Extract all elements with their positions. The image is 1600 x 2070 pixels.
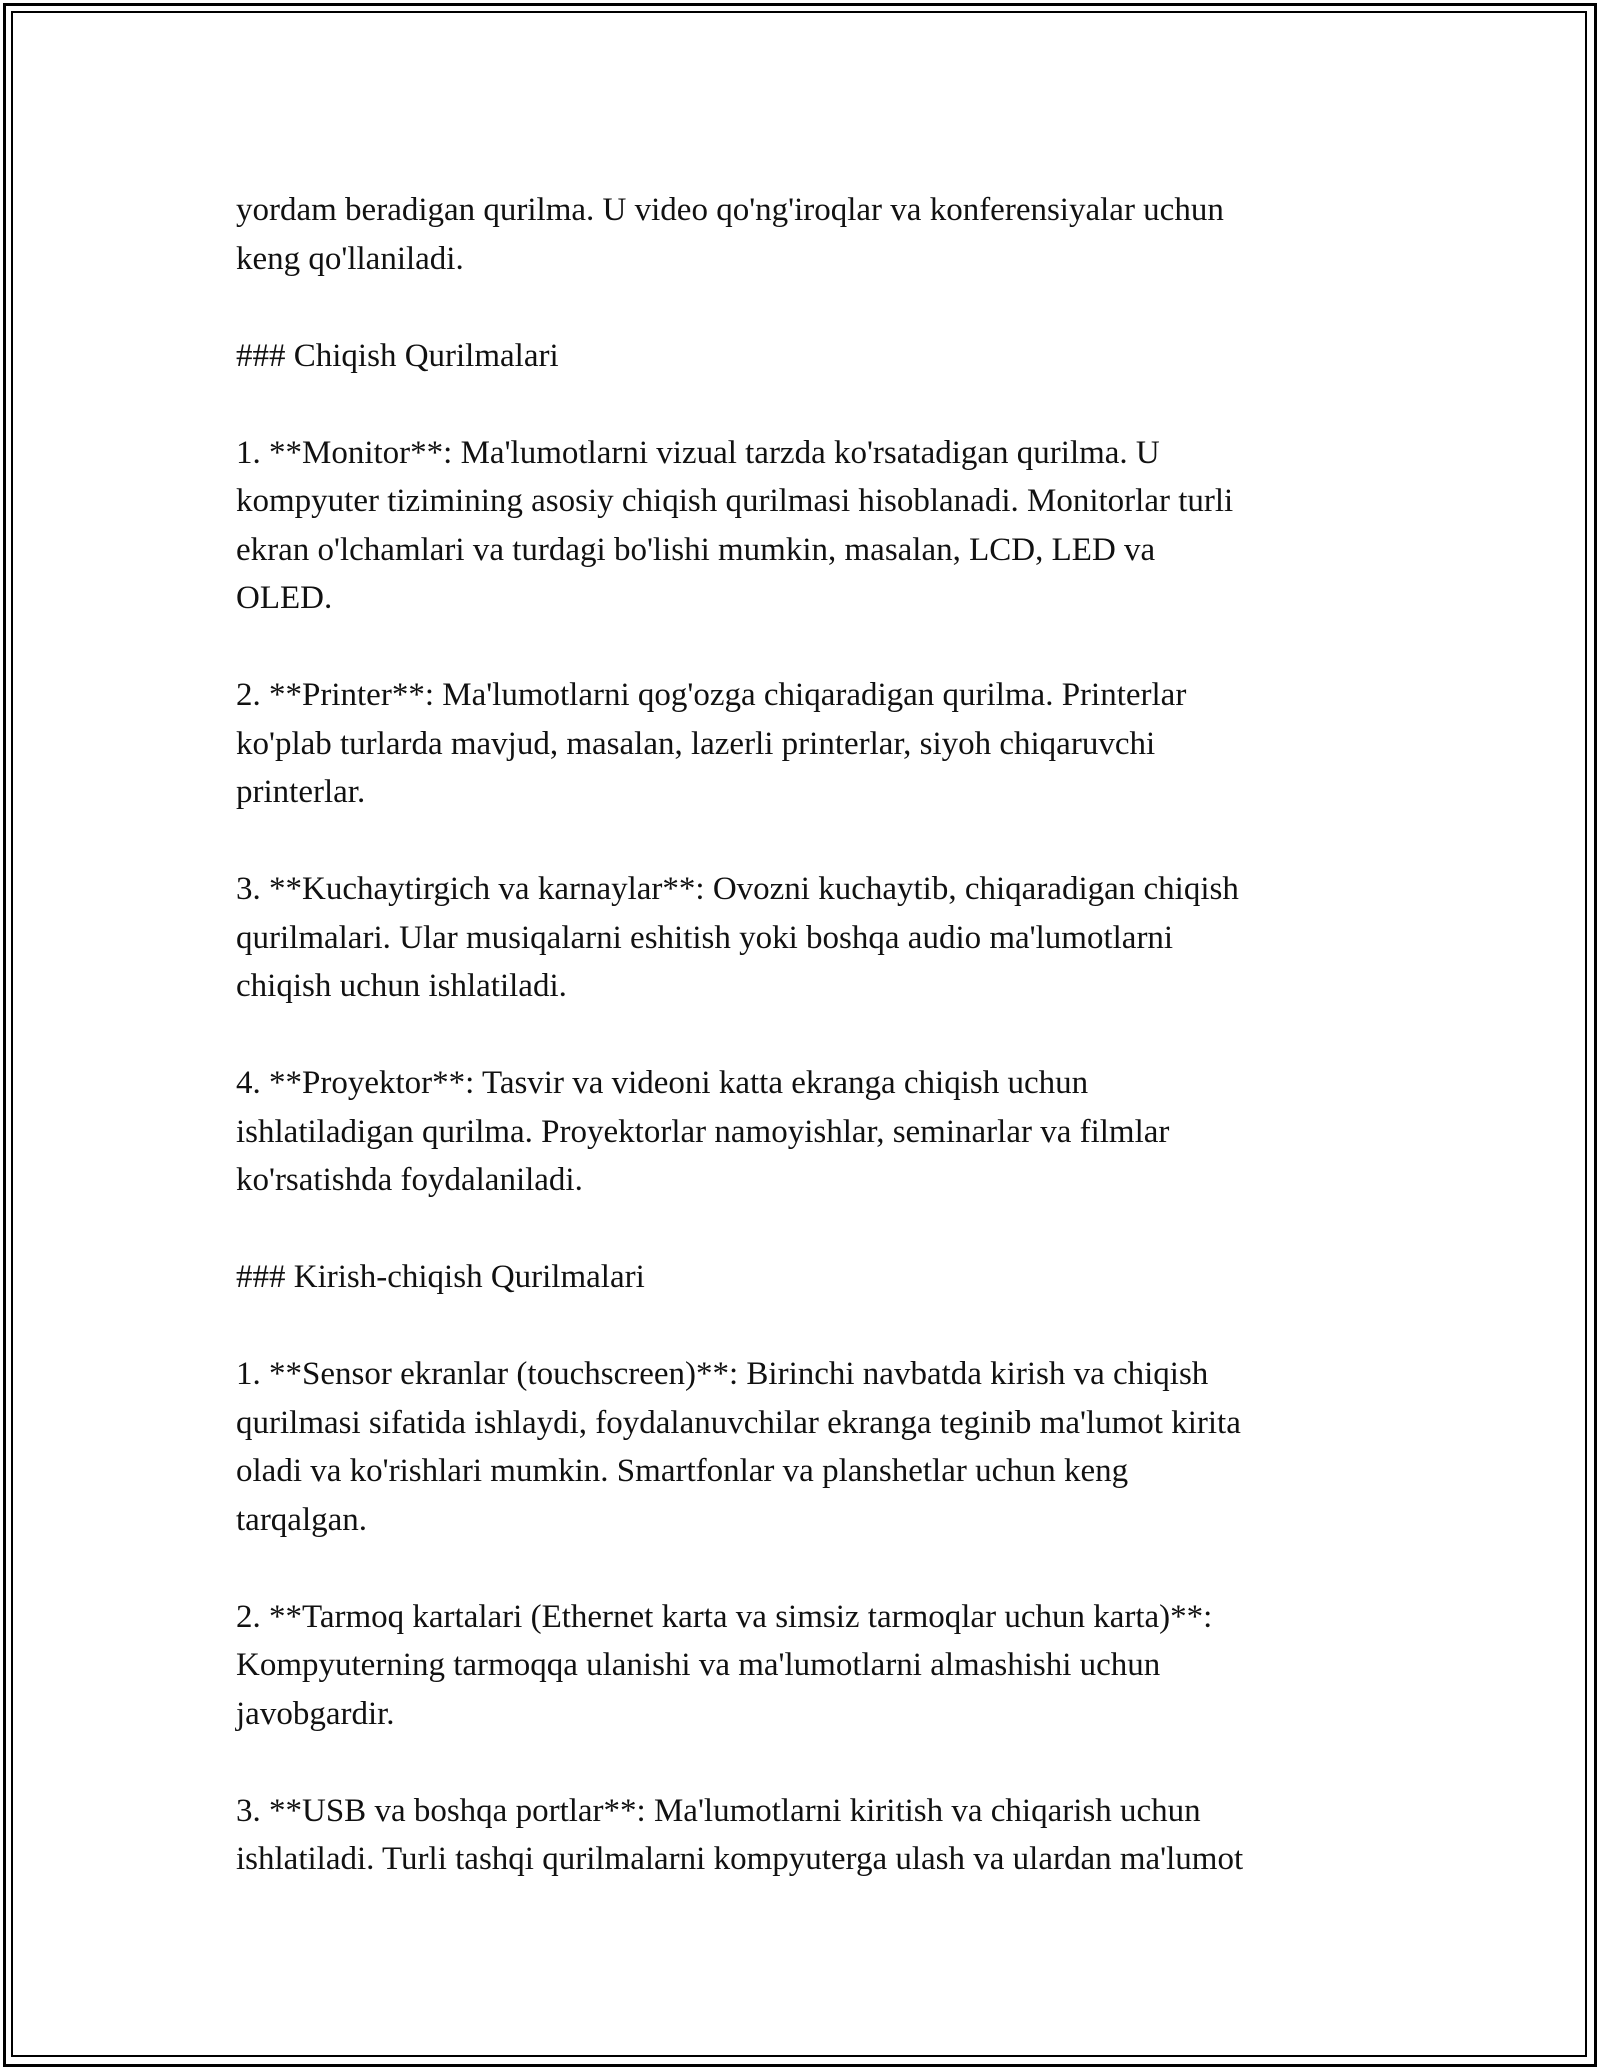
- heading-output-devices: ### Chiqish Qurilmalari: [236, 337, 559, 374]
- paragraph-continuation: yordam beradigan qurilma. U video qo'ng'iroqlar va konferensiyalar uchun keng qo'llaniladi.: [236, 192, 1224, 277]
- list-item-touchscreen: 1. **Sensor ekranlar (touchscreen)**: Birinchi navbatda kirish va chiqish qurilmasi sifatida ishlaydi, foydalanuvchilar ekranga teginib ma'lumot kirita oladi va ko'rishlari mumkin. Smartfonlar va planshetlar uchun keng tarqalgan.: [236, 1356, 1241, 1538]
- list-item-projector: 4. **Proyektor**: Tasvir va videoni katta ekranga chiqish uchun ishlatiladigan qurilma. Proyektorlar namoyishlar, seminarlar va filmlar ko'rsatishda foydalaniladi.: [236, 1065, 1170, 1198]
- list-item-speakers: 3. **Kuchaytirgich va karnaylar**: Ovozni kuchaytib, chiqaradigan chiqish qurilmalari. Ular musiqalarni eshitish yoki boshqa audio ma'lumotlarni chiqish uchun ishlatiladi.: [236, 871, 1239, 1004]
- list-item-usb-ports: 3. **USB va boshqa portlar**: Ma'lumotlarni kiritish va chiqarish uchun ishlatiladi. Turli tashqi qurilmalarni kompyuterga ulash va ulardan ma'lumot: [236, 1792, 1244, 1877]
- list-item-monitor: 1. **Monitor**: Ma'lumotlarni vizual tarzda ko'rsatadigan qurilma. U kompyuter tizimining asosiy chiqish qurilmasi hisoblanadi. Monitorlar turli ekran o'lchamlari va turdagi bo'lishi mumkin, masalan, LCD, LED va OLED.: [236, 434, 1234, 616]
- heading-io-devices: ### Kirish-chiqish Qurilmalari: [236, 1259, 645, 1295]
- document-body: [236, 186, 1366, 1884]
- list-item-printer: 2. **Printer**: Ma'lumotlarni qog'ozga chiqaradigan qurilma. Printerlar ko'plab turlarda mavjud, masalan, lazerli printerlar, siyoh chiqaruvchi printerlar.: [236, 677, 1187, 810]
- list-item-network-cards: 2. **Tarmoq kartalari (Ethernet karta va simsiz tarmoqlar uchun karta)**: Kompyuterning tarmoqqa ulanishi va ma'lumotlarni almashishi uchun javobgardir.: [236, 1598, 1213, 1732]
